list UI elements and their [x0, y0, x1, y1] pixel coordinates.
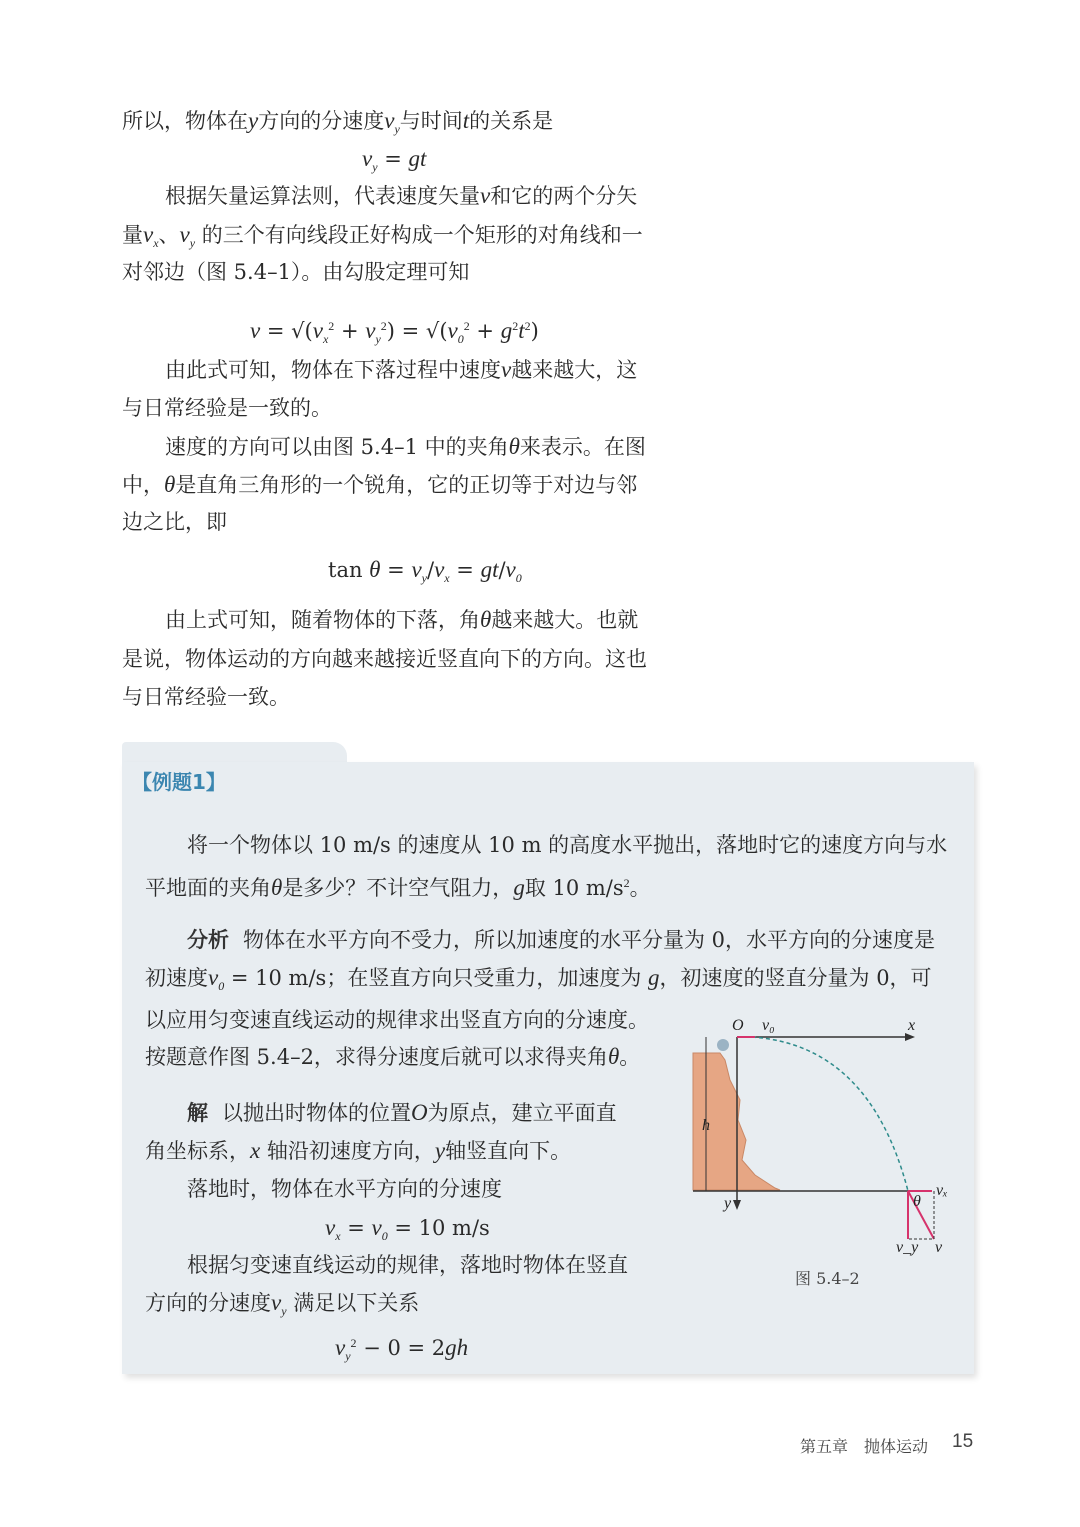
label-O: O	[732, 1017, 744, 1034]
footer-chapter: 第五章 抛体运动	[800, 1437, 929, 1456]
math-variable	[434, 557, 450, 586]
text: tan	[328, 558, 370, 582]
variable: v	[501, 357, 512, 382]
math-variable	[480, 608, 491, 632]
text: 量	[122, 223, 143, 247]
math-variable	[164, 473, 175, 497]
variable: θ	[164, 472, 176, 497]
math-variable	[369, 558, 380, 582]
variable: g	[500, 318, 513, 343]
variable: y	[434, 1138, 446, 1163]
variable: v	[480, 183, 491, 208]
text-line	[362, 144, 426, 182]
example-title: 【例题1】	[132, 770, 226, 794]
variable: gt	[480, 557, 499, 582]
math-variable	[325, 1215, 341, 1244]
label-v0: v₀	[762, 1017, 775, 1034]
text: 来表示。在图	[519, 435, 646, 459]
text: = √(	[260, 319, 313, 343]
variable: v	[505, 557, 516, 582]
math-variable	[248, 109, 258, 133]
text: 与时间	[399, 109, 463, 133]
text-line	[122, 507, 227, 537]
text: 满足以下关系	[286, 1291, 420, 1315]
text: 为原点，建立平面直	[427, 1101, 617, 1125]
text: 取 10 m/s	[524, 876, 624, 900]
text: 轴竖直向下。	[445, 1139, 572, 1163]
variable: v	[371, 1215, 382, 1240]
math-variable	[505, 557, 522, 586]
variable: v	[335, 1335, 346, 1360]
subscript: 0	[381, 1229, 388, 1244]
text: 边之比，即	[122, 510, 227, 534]
variable: gh	[445, 1335, 469, 1360]
math-variable	[312, 318, 329, 347]
text: 是说，物体运动的方向越来越接近竖直向下的方向。这也	[122, 647, 647, 671]
text: 与日常经验是一致的。	[122, 396, 332, 420]
text-line	[165, 605, 638, 635]
text: 与日常经验一致。	[122, 685, 290, 709]
math-variable	[208, 965, 225, 994]
variable: v	[179, 222, 190, 247]
text-line	[145, 1136, 571, 1166]
text: )	[530, 319, 539, 343]
text-line	[145, 1042, 640, 1072]
text: 将一个物体以 10 m/s 的速度从 10 m 的高度水平抛出，落地时它的速度方向与水	[187, 833, 948, 857]
subscript: 0	[457, 332, 464, 347]
variable: v	[312, 318, 323, 343]
text: 由此式可知，物体在下落过程中速度	[165, 358, 501, 382]
text: 平地面的夹角	[145, 876, 271, 900]
text-line	[187, 830, 947, 860]
variable: t	[518, 318, 525, 343]
figure-caption: 图 5.4–2	[795, 1269, 860, 1288]
y-axis-arrow	[733, 1200, 741, 1210]
text-line	[145, 1005, 649, 1035]
text-line	[122, 220, 643, 258]
subscript: x	[444, 571, 450, 586]
math-variable	[365, 318, 381, 347]
variable: θ	[508, 434, 520, 459]
text-line	[325, 1213, 490, 1251]
subscript: y	[372, 160, 378, 175]
page-number: 15	[952, 1431, 974, 1452]
text: 是多少？不计空气阻力，	[282, 876, 514, 900]
subscript: y	[345, 1349, 351, 1364]
math-variable	[250, 319, 260, 343]
subscript: x	[322, 332, 329, 347]
math-variable	[179, 222, 196, 251]
math-variable	[371, 1215, 388, 1244]
variable: v	[384, 108, 395, 133]
text: 按题意作图 5.4–2，求得分速度后就可以求得夹角	[145, 1045, 608, 1069]
text-line	[145, 1288, 419, 1326]
subscript: y	[375, 332, 381, 347]
variable: y	[248, 108, 259, 133]
label-vx: vₓ	[936, 1182, 948, 1199]
text-line	[122, 644, 647, 674]
text-line	[122, 106, 553, 144]
math-variable	[143, 222, 159, 251]
variable: θ	[607, 1044, 620, 1069]
label-y: y	[724, 1195, 732, 1212]
variable: v	[250, 318, 261, 343]
subscript: x	[335, 1229, 341, 1244]
math-variable	[411, 1101, 428, 1125]
variable: v	[362, 146, 373, 171]
variable: v	[271, 1290, 282, 1315]
text-line	[187, 1174, 502, 1204]
text: 由上式可知，随着物体的下落，角	[165, 608, 480, 632]
text-line	[335, 1328, 468, 1371]
text: ，初速度的竖直分量为 0，可	[659, 966, 932, 990]
variable: v	[447, 318, 458, 343]
superscript: 2	[463, 319, 470, 333]
math-variable	[445, 1336, 468, 1360]
text: 。	[629, 876, 651, 900]
text: +	[469, 319, 501, 343]
text: 是直角三角形的一个锐角，它的正切等于对边与邻	[175, 473, 638, 497]
variable: v	[143, 222, 154, 247]
text: 越来越大，这	[511, 358, 638, 382]
subscript: y	[394, 122, 400, 137]
text: 初速度	[145, 966, 208, 990]
math-variable	[447, 318, 464, 347]
math-variable	[335, 1335, 351, 1364]
text: =	[340, 1216, 372, 1240]
variable: t	[462, 108, 470, 133]
variable: θ	[369, 557, 381, 582]
text: 的关系是	[469, 109, 554, 133]
math-variable	[608, 1045, 619, 1069]
variable: v	[208, 965, 219, 990]
label-vy: v_y	[896, 1239, 919, 1256]
math-variable	[271, 1290, 287, 1319]
superscript: 2	[328, 319, 335, 333]
variable: g	[513, 875, 525, 900]
text: 根据矢量运算法则，代表速度矢量	[165, 184, 480, 208]
label-theta: θ	[913, 1193, 921, 1210]
text: 和它的两个分矢	[490, 184, 638, 208]
text-line	[145, 868, 651, 903]
text-line	[165, 181, 637, 211]
text-line	[145, 963, 932, 1001]
math-variable	[481, 558, 499, 582]
math-variable	[250, 1139, 260, 1163]
superscript: 2	[380, 319, 387, 333]
text-line	[165, 355, 637, 385]
text: 落地时，物体在水平方向的分速度	[187, 1177, 502, 1201]
text: 中，	[122, 473, 164, 497]
section-keyword: 分析	[187, 928, 229, 952]
text-line	[328, 555, 522, 593]
variable: θ	[271, 875, 283, 900]
variable: g	[648, 965, 660, 990]
text: 方向的分速度	[145, 1291, 271, 1315]
superscript: 2	[512, 319, 519, 333]
text: − 0 = 2	[356, 1336, 446, 1360]
subscript: x	[153, 236, 159, 251]
text: =	[377, 147, 409, 171]
subscript: 0	[218, 979, 225, 994]
text-line	[187, 1098, 617, 1128]
text: 、	[158, 223, 180, 247]
math-variable	[271, 876, 282, 900]
math-variable	[409, 147, 427, 171]
variable: v	[325, 1215, 336, 1240]
text: /	[426, 558, 435, 582]
x-axis-arrow	[905, 1033, 915, 1041]
variable: v	[365, 318, 376, 343]
variable: gt	[408, 146, 427, 171]
text: 轴沿初速度方向，	[260, 1139, 435, 1163]
math-variable	[411, 557, 427, 586]
text: 以应用匀变速直线运动的规律求出竖直方向的分速度。	[145, 1008, 649, 1032]
math-variable	[362, 146, 378, 175]
text: 角坐标系，	[145, 1139, 250, 1163]
subscript: y	[189, 236, 196, 251]
math-variable	[480, 184, 490, 208]
text-line	[187, 925, 935, 955]
subscript: y	[281, 1304, 287, 1319]
text: 所以，物体在	[122, 109, 248, 133]
variable: v	[434, 557, 445, 582]
text: 物体在水平方向不受力，所以加速度的水平分量为 0，水平方向的分速度是	[243, 928, 936, 952]
trajectory	[752, 1037, 908, 1191]
text: 根据匀变速直线运动的规律，落地时物体在竖直	[187, 1253, 628, 1277]
label-v: v	[935, 1239, 943, 1256]
label-x: x	[908, 1017, 916, 1034]
text: = 10 m/s	[387, 1216, 490, 1240]
text: =	[380, 558, 412, 582]
section-keyword: 解	[187, 1101, 208, 1125]
text-line	[122, 393, 332, 423]
superscript: 2	[350, 1336, 357, 1350]
person	[717, 1039, 729, 1051]
text: +	[334, 319, 366, 343]
text: ) = √(	[386, 319, 448, 343]
math-variable	[509, 435, 520, 459]
text: =	[449, 558, 481, 582]
text: 以抛出时物体的位置	[222, 1101, 411, 1125]
math-variable	[384, 108, 400, 137]
superscript: 2	[623, 876, 630, 890]
subscript: 0	[515, 571, 522, 586]
variable: θ	[480, 607, 492, 632]
math-variable	[648, 966, 660, 990]
text-line	[250, 311, 539, 354]
math-variable	[513, 876, 525, 900]
variable: v	[411, 557, 422, 582]
text: 越来越大。也就	[491, 608, 639, 632]
subscript: y	[421, 571, 427, 586]
superscript: 2	[524, 319, 531, 333]
math-variable	[435, 1139, 445, 1163]
text-line	[122, 470, 637, 500]
text-line	[122, 257, 469, 287]
text: 速度的方向可以由图 5.4–1 中的夹角	[165, 435, 509, 459]
text-line	[187, 1250, 628, 1280]
text: 对邻边（图 5.4–1）。由勾股定理可知	[122, 260, 470, 284]
math-variable	[501, 319, 513, 343]
label-h: h	[702, 1117, 710, 1134]
math-variable	[501, 358, 511, 382]
variable: x	[250, 1138, 261, 1163]
text: 的三个有向线段正好构成一个矩形的对角线和一	[195, 223, 643, 247]
variable: O	[411, 1100, 428, 1125]
text: /	[498, 558, 506, 582]
text: = 10 m/s；在竖直方向只受重力，加速度为	[224, 966, 649, 990]
text-line	[122, 682, 290, 712]
figure-5-4-2	[680, 1000, 970, 1270]
v-vector	[908, 1191, 934, 1239]
text: 方向的分速度	[258, 109, 385, 133]
text-line	[165, 432, 646, 462]
text: 。	[619, 1045, 641, 1069]
